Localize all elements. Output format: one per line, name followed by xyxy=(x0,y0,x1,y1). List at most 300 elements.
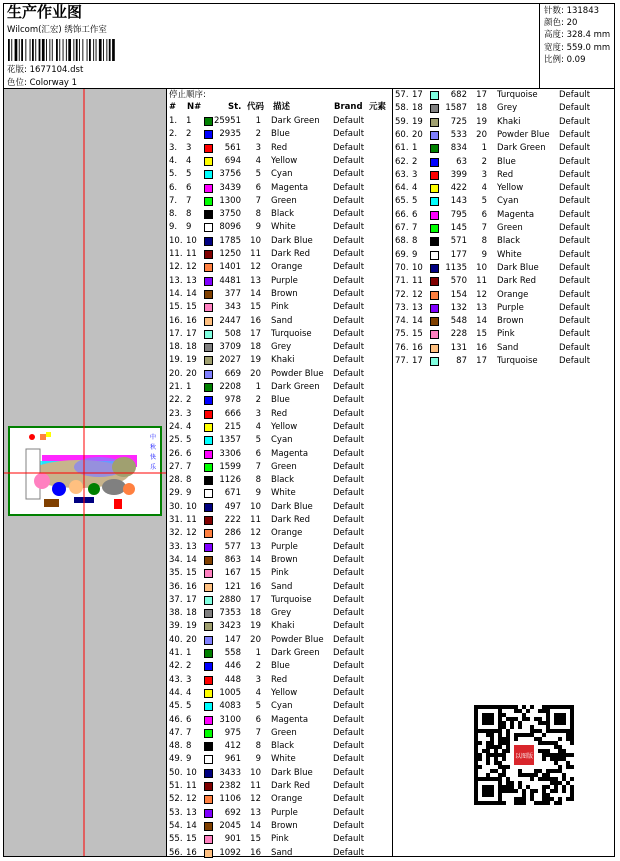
row-code: 4 xyxy=(481,183,487,194)
table-row xyxy=(167,687,389,700)
row-code: 16 xyxy=(250,315,261,326)
row-needle: 15 xyxy=(186,568,197,579)
row-index: 32. xyxy=(169,528,183,539)
row-description: Dark Blue xyxy=(497,262,539,273)
row-index: 3. xyxy=(169,142,178,153)
row-description: Dark Green xyxy=(271,648,320,658)
row-index: 66. xyxy=(395,209,409,220)
row-description: Dark Red xyxy=(497,276,537,287)
table-row xyxy=(167,394,389,407)
row-code: 11 xyxy=(250,249,261,259)
color-swatch xyxy=(430,237,439,246)
row-description: Powder Blue xyxy=(271,368,324,379)
table-row xyxy=(167,501,389,514)
color-swatch xyxy=(204,569,213,578)
row-stitches: 3100 xyxy=(219,714,241,725)
row-brand: Default xyxy=(559,103,591,114)
color-swatch xyxy=(430,184,439,193)
color-swatch xyxy=(430,357,439,366)
row-brand: Default xyxy=(333,275,365,286)
row-stitches: 2027 xyxy=(219,355,241,366)
row-stitches: 508 xyxy=(224,328,241,339)
row-description: Brown xyxy=(271,288,298,299)
color-swatch xyxy=(430,211,439,220)
row-stitches: 725 xyxy=(450,116,467,127)
row-index: 75. xyxy=(395,329,409,340)
row-needle: 13 xyxy=(412,302,423,313)
row-stitches: 1005 xyxy=(219,687,241,698)
row-needle: 5 xyxy=(186,701,192,712)
table-row xyxy=(167,328,389,341)
row-stitches: 1357 xyxy=(219,435,241,446)
color-swatch xyxy=(204,822,213,831)
row-brand: Default xyxy=(333,142,365,153)
row-code: 14 xyxy=(250,554,261,565)
table-row xyxy=(167,301,389,314)
row-description: Dark Blue xyxy=(271,767,313,778)
row-needle: 12 xyxy=(186,262,197,273)
row-needle: 17 xyxy=(186,328,197,339)
row-needle: 8 xyxy=(186,209,192,220)
row-description: Black xyxy=(271,741,294,752)
row-code: 1 xyxy=(255,648,261,658)
row-description: Green xyxy=(497,223,523,233)
row-brand: Default xyxy=(333,382,365,392)
row-brand: Default xyxy=(333,475,365,486)
row-description: Brown xyxy=(271,554,298,565)
row-code: 13 xyxy=(250,275,261,286)
color-swatch xyxy=(430,344,439,353)
row-brand: Default xyxy=(333,169,365,180)
colorway: 色位: Colorway 1 xyxy=(7,78,78,88)
row-index: 65. xyxy=(395,196,409,207)
row-description: Yellow xyxy=(497,183,524,194)
color-swatch xyxy=(204,622,213,631)
row-code: 5 xyxy=(481,196,487,207)
color-swatch xyxy=(430,330,439,339)
col-code: 代码 xyxy=(247,102,265,112)
row-index: 27. xyxy=(169,461,183,472)
row-description: Magenta xyxy=(271,448,309,459)
row-stitches: 2045 xyxy=(219,820,241,831)
row-stitches: 671 xyxy=(224,488,241,499)
color-swatch xyxy=(204,317,213,326)
row-needle: 1 xyxy=(186,116,192,126)
color-swatch xyxy=(430,118,439,127)
row-brand: Default xyxy=(333,741,365,752)
color-swatch xyxy=(204,450,213,459)
color-swatch xyxy=(430,104,439,113)
color-swatch xyxy=(204,410,213,419)
row-description: Dark Blue xyxy=(271,501,313,512)
row-description: Yellow xyxy=(271,155,298,166)
row-code: 12 xyxy=(476,289,487,300)
col-brand: Brand xyxy=(334,102,363,112)
row-needle: 2 xyxy=(186,395,192,406)
row-stitches: 167 xyxy=(224,568,241,579)
table-row xyxy=(393,235,615,248)
row-code: 3 xyxy=(255,674,261,685)
row-index: 49. xyxy=(169,754,183,765)
row-stitches: 3439 xyxy=(219,182,241,193)
row-needle: 11 xyxy=(412,276,423,287)
row-index: 8. xyxy=(169,209,178,220)
table-row xyxy=(167,660,389,673)
row-needle: 18 xyxy=(412,103,423,114)
table-row xyxy=(393,169,615,182)
row-index: 51. xyxy=(169,781,183,791)
color-swatch xyxy=(204,197,213,206)
seal-text: 以图版 xyxy=(514,753,534,761)
row-stitches: 1300 xyxy=(219,195,241,206)
table-row xyxy=(167,780,389,793)
table-row xyxy=(167,448,389,461)
row-code: 10 xyxy=(250,767,261,778)
row-brand: Default xyxy=(333,687,365,698)
table-row xyxy=(167,793,389,806)
row-stitches: 533 xyxy=(450,129,467,140)
row-code: 2 xyxy=(255,395,261,406)
table-row xyxy=(167,554,389,567)
row-code: 9 xyxy=(255,488,261,499)
row-needle: 3 xyxy=(186,142,192,153)
row-index: 30. xyxy=(169,501,183,512)
row-needle: 3 xyxy=(412,169,418,180)
row-code: 19 xyxy=(250,355,261,366)
col-element: 元素 xyxy=(369,102,387,112)
row-brand: Default xyxy=(333,315,365,326)
row-code: 16 xyxy=(250,847,261,858)
row-brand: Default xyxy=(559,236,591,247)
table-row xyxy=(167,434,389,447)
row-stitches: 682 xyxy=(450,90,467,100)
row-index: 17. xyxy=(169,328,183,339)
col-stitches: St. xyxy=(228,102,242,112)
color-swatch xyxy=(204,423,213,432)
table-row xyxy=(167,634,389,647)
row-code: 12 xyxy=(250,528,261,539)
color-swatch xyxy=(204,662,213,671)
svg-text:快: 快 xyxy=(150,454,157,461)
row-stitches: 377 xyxy=(224,288,241,299)
row-brand: Default xyxy=(333,621,365,632)
row-needle: 5 xyxy=(186,435,192,446)
row-needle: 16 xyxy=(186,581,197,592)
row-index: 58. xyxy=(395,103,409,114)
row-brand: Default xyxy=(333,754,365,765)
color-swatch xyxy=(204,130,213,139)
row-stitches: 25951 xyxy=(213,116,241,126)
row-stitches: 548 xyxy=(450,316,467,327)
row-brand: Default xyxy=(559,249,591,260)
row-description: Yellow xyxy=(271,421,298,432)
color-swatch xyxy=(204,769,213,778)
color-swatch xyxy=(204,290,213,299)
row-index: 40. xyxy=(169,634,183,645)
table-row xyxy=(167,288,389,301)
row-index: 74. xyxy=(395,316,409,327)
row-brand: Default xyxy=(559,262,591,273)
row-code: 5 xyxy=(255,701,261,712)
row-brand: Default xyxy=(333,581,365,592)
row-code: 7 xyxy=(255,461,261,472)
row-needle: 14 xyxy=(412,316,423,327)
table-row xyxy=(167,487,389,500)
row-code: 1 xyxy=(481,143,487,154)
color-swatch xyxy=(204,596,213,605)
color-swatch xyxy=(204,263,213,272)
row-index: 22. xyxy=(169,395,183,406)
row-needle: 12 xyxy=(186,528,197,539)
row-description: Blue xyxy=(271,129,290,140)
row-brand: Default xyxy=(333,714,365,725)
row-needle: 17 xyxy=(186,594,197,605)
row-needle: 9 xyxy=(412,249,418,260)
row-brand: Default xyxy=(333,421,365,432)
col-desc: 描述 xyxy=(273,102,291,112)
row-code: 9 xyxy=(481,249,487,260)
row-needle: 6 xyxy=(186,182,192,193)
row-index: 19. xyxy=(169,355,183,366)
row-index: 42. xyxy=(169,661,183,672)
row-brand: Default xyxy=(333,661,365,672)
row-stitches: 558 xyxy=(224,648,241,658)
color-swatch xyxy=(204,835,213,844)
table-row xyxy=(393,342,615,355)
row-stitches: 978 xyxy=(224,395,241,406)
row-brand: Default xyxy=(333,501,365,512)
row-index: 43. xyxy=(169,674,183,685)
row-code: 14 xyxy=(476,316,487,327)
row-brand: Default xyxy=(333,209,365,220)
row-description: Turquoise xyxy=(271,328,312,339)
row-code: 17 xyxy=(250,594,261,605)
row-code: 8 xyxy=(255,209,261,220)
row-description: White xyxy=(271,222,296,233)
row-needle: 10 xyxy=(186,235,197,246)
stitch-count: 针数: 131843 xyxy=(544,6,600,16)
row-code: 13 xyxy=(476,302,487,313)
row-description: Red xyxy=(271,408,288,419)
row-description: Turquoise xyxy=(271,594,312,605)
row-code: 20 xyxy=(250,368,261,379)
col-no: N# xyxy=(187,102,202,112)
row-description: Purple xyxy=(271,541,298,552)
color-swatch xyxy=(204,144,213,153)
row-brand: Default xyxy=(333,568,365,579)
table-row xyxy=(167,221,389,234)
row-code: 2 xyxy=(255,661,261,672)
row-index: 48. xyxy=(169,741,183,752)
row-code: 6 xyxy=(481,209,487,220)
row-needle: 4 xyxy=(186,421,192,432)
row-brand: Default xyxy=(559,329,591,340)
row-description: Dark Green xyxy=(497,143,546,154)
row-stitches: 3756 xyxy=(219,169,241,180)
color-swatch xyxy=(430,264,439,273)
table-row xyxy=(167,368,389,381)
design-scale: 比例: 0.09 xyxy=(544,54,586,65)
color-swatch xyxy=(204,729,213,738)
row-code: 16 xyxy=(476,342,487,353)
table-row xyxy=(393,315,615,328)
row-stitches: 1106 xyxy=(219,794,241,805)
table-row xyxy=(167,461,389,474)
row-needle: 4 xyxy=(186,155,192,166)
color-swatch xyxy=(204,556,213,565)
row-stitches: 666 xyxy=(224,408,241,419)
row-description: White xyxy=(497,249,522,260)
row-description: Black xyxy=(271,475,294,486)
row-needle: 18 xyxy=(186,608,197,619)
color-swatch xyxy=(204,356,213,365)
row-brand: Default xyxy=(333,554,365,565)
row-code: 11 xyxy=(250,515,261,525)
row-description: Brown xyxy=(271,820,298,831)
row-brand: Default xyxy=(333,701,365,712)
row-stitches: 3709 xyxy=(219,342,241,353)
color-swatch xyxy=(204,529,213,538)
color-swatch xyxy=(204,689,213,698)
row-stitches: 863 xyxy=(224,554,241,565)
row-needle: 14 xyxy=(186,288,197,299)
table-row xyxy=(393,129,615,142)
row-code: 12 xyxy=(250,262,261,273)
row-index: 57. xyxy=(395,90,409,100)
row-stitches: 1092 xyxy=(219,847,241,858)
row-stitches: 795 xyxy=(450,209,467,220)
row-code: 15 xyxy=(250,834,261,845)
row-brand: Default xyxy=(333,461,365,472)
row-index: 39. xyxy=(169,621,183,632)
row-brand: Default xyxy=(559,169,591,180)
row-index: 62. xyxy=(395,156,409,167)
row-needle: 19 xyxy=(412,116,423,127)
row-needle: 7 xyxy=(186,195,192,206)
table-row xyxy=(393,275,615,288)
row-stitches: 3306 xyxy=(219,448,241,459)
table-row xyxy=(167,315,389,328)
row-description: Cyan xyxy=(271,435,293,446)
row-description: Purple xyxy=(271,275,298,286)
row-code: 6 xyxy=(255,714,261,725)
table-row xyxy=(393,195,615,208)
row-stitches: 2880 xyxy=(219,594,241,605)
row-needle: 8 xyxy=(186,741,192,752)
row-stitches: 1599 xyxy=(219,461,241,472)
design-width: 宽度: 559.0 mm xyxy=(544,42,611,53)
row-description: Dark Green xyxy=(271,116,320,126)
row-code: 20 xyxy=(250,634,261,645)
row-code: 8 xyxy=(481,236,487,247)
color-sequence-column-1 xyxy=(167,89,393,856)
row-needle: 2 xyxy=(186,129,192,140)
row-code: 20 xyxy=(476,129,487,140)
row-index: 72. xyxy=(395,289,409,300)
row-needle: 4 xyxy=(412,183,418,194)
row-description: Blue xyxy=(271,661,290,672)
row-description: Khaki xyxy=(271,621,295,632)
table-row xyxy=(393,156,615,169)
row-index: 26. xyxy=(169,448,183,459)
row-needle: 5 xyxy=(186,169,192,180)
row-needle: 5 xyxy=(412,196,418,207)
row-brand: Default xyxy=(333,368,365,379)
design-height: 高度: 328.4 mm xyxy=(544,30,611,41)
row-brand: Default xyxy=(559,276,591,287)
color-swatch xyxy=(204,436,213,445)
row-stitches: 422 xyxy=(450,183,467,194)
row-code: 16 xyxy=(250,581,261,592)
color-swatch xyxy=(430,197,439,206)
color-swatch xyxy=(204,676,213,685)
row-description: Black xyxy=(271,209,294,220)
row-brand: Default xyxy=(333,222,365,233)
row-stitches: 7353 xyxy=(219,608,241,619)
row-description: Orange xyxy=(497,289,529,300)
row-index: 33. xyxy=(169,541,183,552)
row-stitches: 3423 xyxy=(219,621,241,632)
row-index: 5. xyxy=(169,169,178,180)
row-index: 35. xyxy=(169,568,183,579)
row-description: Pink xyxy=(271,302,289,313)
row-code: 4 xyxy=(255,687,261,698)
row-stitches: 399 xyxy=(450,169,467,180)
color-count: 颜色: 20 xyxy=(544,18,578,29)
row-index: 37. xyxy=(169,594,183,605)
row-brand: Default xyxy=(333,302,365,313)
row-needle: 8 xyxy=(412,236,418,247)
row-needle: 15 xyxy=(412,329,423,340)
row-code: 5 xyxy=(255,169,261,180)
color-swatch xyxy=(204,157,213,166)
row-code: 1 xyxy=(255,116,261,126)
color-swatch xyxy=(204,809,213,818)
row-index: 67. xyxy=(395,223,409,233)
row-code: 11 xyxy=(250,781,261,791)
table-row xyxy=(167,607,389,620)
row-stitches: 497 xyxy=(224,501,241,512)
row-stitches: 4083 xyxy=(219,701,241,712)
color-swatch xyxy=(204,782,213,791)
row-stitches: 669 xyxy=(224,368,241,379)
table-row xyxy=(167,261,389,274)
row-description: Dark Red xyxy=(271,249,311,259)
row-index: 70. xyxy=(395,262,409,273)
table-row xyxy=(167,807,389,820)
table-row xyxy=(167,620,389,633)
row-code: 2 xyxy=(481,156,487,167)
row-description: Sand xyxy=(271,315,293,326)
row-code: 17 xyxy=(250,328,261,339)
row-description: Powder Blue xyxy=(271,634,324,645)
row-stitches: 145 xyxy=(450,223,467,233)
row-code: 17 xyxy=(476,90,487,100)
color-swatch xyxy=(204,117,213,126)
row-needle: 16 xyxy=(186,847,197,858)
row-stitches: 177 xyxy=(450,249,467,260)
row-stitches: 63 xyxy=(456,156,467,167)
row-index: 34. xyxy=(169,554,183,565)
row-brand: Default xyxy=(559,196,591,207)
row-needle: 10 xyxy=(186,501,197,512)
row-index: 28. xyxy=(169,475,183,486)
row-index: 31. xyxy=(169,515,183,525)
table-row xyxy=(167,208,389,221)
row-brand: Default xyxy=(559,302,591,313)
table-row xyxy=(393,289,615,302)
color-swatch xyxy=(204,463,213,472)
